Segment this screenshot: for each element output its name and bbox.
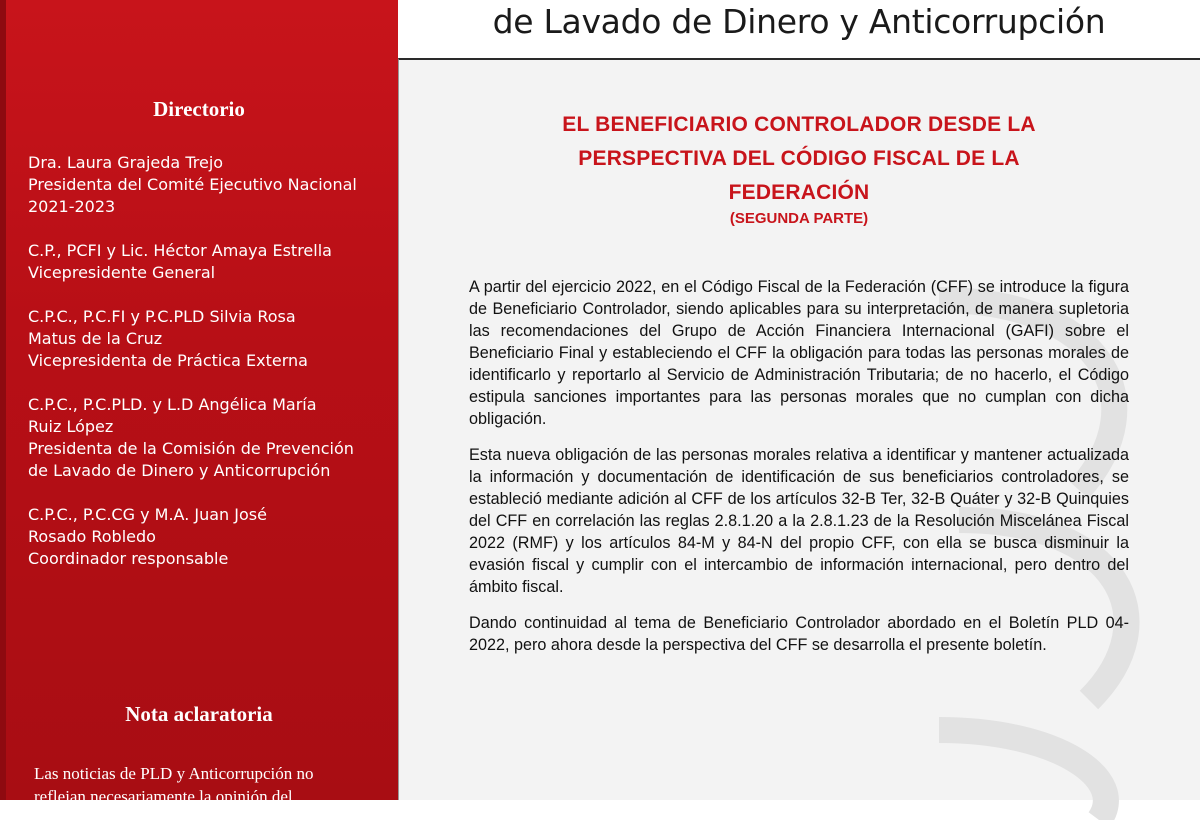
header-title: de Lavado de Dinero y Anticorrupción (492, 2, 1106, 41)
directorio-line: Presidenta de la Comisión de Prevención (28, 439, 354, 458)
article-title-line-1: EL BENEFICIARIO CONTROLADOR DESDE LA (562, 113, 1036, 136)
directorio-line: Rosado Robledo (28, 527, 156, 546)
nota-line: Las noticias de PLD y Anticorrupción no (34, 764, 314, 783)
article-title (459, 108, 1139, 228)
directorio-line: Vicepresidenta de Práctica Externa (28, 351, 308, 370)
directorio-line: Presidenta del Comité Ejecutivo Nacional (28, 175, 357, 194)
directorio-line: Matus de la Cruz (28, 329, 163, 348)
directorio-heading: Directorio (153, 97, 245, 121)
header-band (398, 0, 1200, 58)
article-title-line-3: FEDERACIÓN (728, 181, 870, 204)
nota-line: reflejan necesariamente la opinión del (34, 787, 293, 806)
nota-aclaratoria-text (34, 762, 356, 808)
article-title-line-2: PERSPECTIVA DEL CÓDIGO FISCAL DE LA (578, 147, 1020, 170)
directorio-line: 2021-2023 (28, 197, 116, 216)
directorio-line: C.P., PCFI y Lic. Héctor Amaya Estrella (28, 241, 332, 260)
directorio-line: C.P.C., P.C.CG y M.A. Juan José (28, 505, 267, 524)
directorio-line: Dra. Laura Grajeda Trejo (28, 153, 224, 172)
article-paragraph: A partir del ejercicio 2022, en el Código Fiscal de la Federación (CFF) se introduce la figura de Beneficiario Controlador, siendo aplicables para su interpretación, de manera supletoria las recomendaciones del Grupo de Acción Financiera Internacional (GAFI) sobre el Beneficiario Final y estableciendo el CFF la obligación para todas las personas morales de identificarlo y reportarlo al Servicio de Administración Tributaria; de no hacerlo, el Código estipula sanciones importantes para las personas morales que no cumplan con dicha obligación. (469, 278, 1129, 428)
article-panel (398, 58, 1200, 800)
directorio-entry (28, 504, 388, 570)
article-subtitle: (SEGUNDA PARTE) (729, 210, 869, 227)
directorio-entry (28, 240, 388, 284)
article-body (469, 276, 1129, 670)
directorio-entry (28, 394, 388, 482)
directorio-entry (28, 152, 388, 218)
nota-aclaratoria-heading: Nota aclaratoria (125, 702, 273, 726)
article-paragraph: Esta nueva obligación de las personas morales relativa a identificar y mantener actualizada la información y documentación de identificación de sus beneficiarios controladores, se estableció mediante adición al CFF de los artículos 32-B Ter, 32-B Quáter y 32-B Quinquies del CFF en correlación las reglas 2.8.1.20 a la 2.8.1.23 de la Resolución Miscelánea Fiscal 2022 (RMF) y los artículos 84-M y 84-N del propio CFF, con ella se busca disminuir la evasión fiscal y cumplir con el intercambio de información internacional, pero dentro del ámbito fiscal. (469, 446, 1129, 596)
directorio-line: Vicepresidente General (28, 263, 216, 282)
directorio-line: C.P.C., P.C.FI y P.C.PLD Silvia Rosa (28, 307, 296, 326)
directorio-line: Ruiz López (28, 417, 114, 436)
sidebar (0, 0, 398, 806)
directorio-entry (28, 306, 388, 372)
directorio-line: C.P.C., P.C.PLD. y L.D Angélica María (28, 395, 317, 414)
directorio-line: Coordinador responsable (28, 549, 229, 568)
article-paragraph: Dando continuidad al tema de Beneficiario Controlador abordado en el Boletín PLD 04-2022, pero ahora desde la perspectiva del CFF se desarrolla el presente boletín. (469, 614, 1129, 654)
directorio-list (28, 152, 388, 592)
directorio-line: de Lavado de Dinero y Anticorrupción (28, 461, 331, 480)
